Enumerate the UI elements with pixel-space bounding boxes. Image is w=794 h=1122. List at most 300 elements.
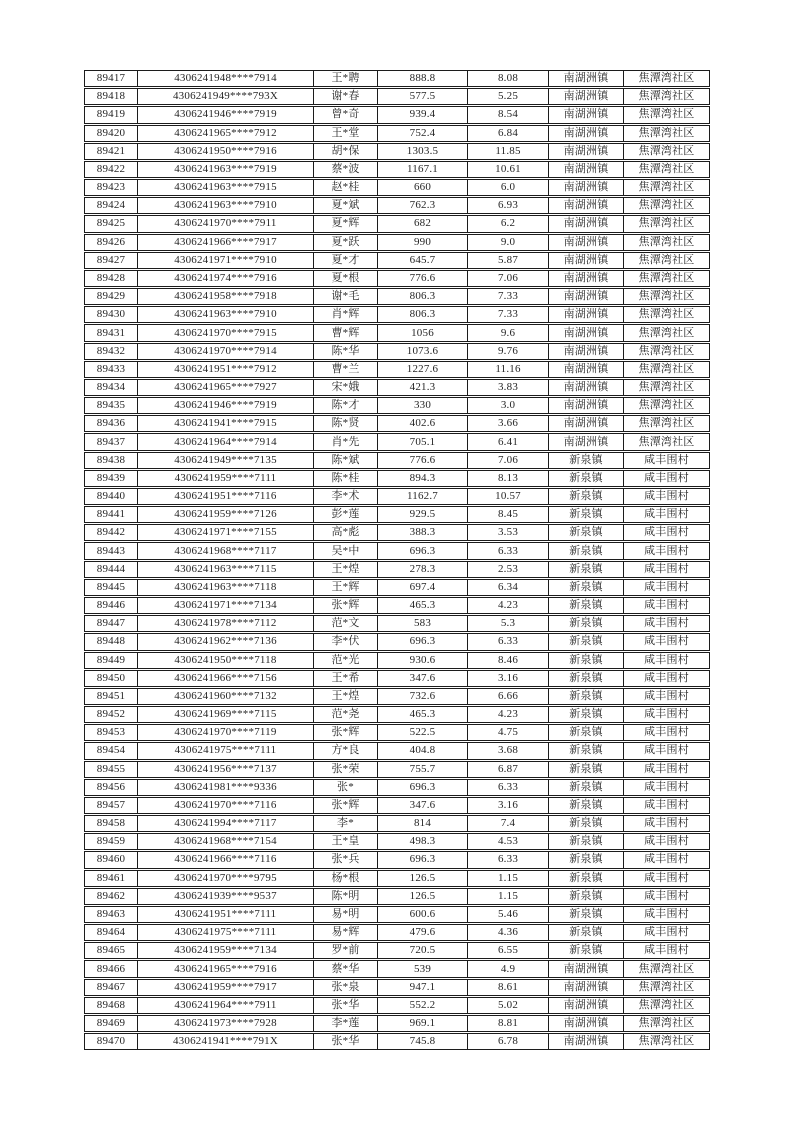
cell-serial-number: 89425 xyxy=(85,216,138,231)
cell-name: 谢*毛 xyxy=(314,289,378,304)
cell-amount: 682 xyxy=(378,216,468,231)
cell-amount: 479.6 xyxy=(378,925,468,940)
cell-rate: 6.84 xyxy=(468,126,549,141)
cell-amount: 696.3 xyxy=(378,634,468,649)
table-row xyxy=(84,615,710,632)
cell-serial-number: 89429 xyxy=(85,289,138,304)
cell-town: 新泉镇 xyxy=(549,871,624,886)
cell-village: 咸丰围村 xyxy=(644,726,689,739)
table-row xyxy=(84,542,710,559)
cell-name: 张*辉 xyxy=(314,725,378,740)
cell-village: 焦潭湾社区 xyxy=(638,290,695,303)
cell-id-number: 4306241959****7111 xyxy=(138,471,314,486)
table-row xyxy=(84,706,710,723)
cell-amount: 696.3 xyxy=(378,543,468,558)
cell-rate: 6.66 xyxy=(468,689,549,704)
cell-id-number: 4306241950****7916 xyxy=(138,144,314,159)
cell-town: 南湖洲镇 xyxy=(549,398,624,413)
cell-town: 新泉镇 xyxy=(549,525,624,540)
cell-id-number: 4306241966****7156 xyxy=(138,671,314,686)
cell-amount: 645.7 xyxy=(378,253,468,268)
cell-village: 咸丰围村 xyxy=(644,744,689,757)
table-row xyxy=(84,361,710,378)
cell-village: 咸丰围村 xyxy=(644,508,689,521)
cell-town: 南湖洲镇 xyxy=(549,144,624,159)
cell-serial-number: 89428 xyxy=(85,271,138,286)
cell-town: 新泉镇 xyxy=(549,889,624,904)
cell-rate: 5.46 xyxy=(468,907,549,922)
cell-id-number: 4306241970****7116 xyxy=(138,798,314,813)
cell-id-number: 4306241951****7912 xyxy=(138,362,314,377)
cell-rate: 4.53 xyxy=(468,834,549,849)
cell-amount: 732.6 xyxy=(378,689,468,704)
table-row xyxy=(84,433,710,450)
cell-name: 陈*明 xyxy=(314,889,378,904)
cell-village: 咸丰围村 xyxy=(644,671,689,684)
cell-name: 张*兵 xyxy=(314,852,378,867)
cell-rate: 3.66 xyxy=(468,416,549,431)
cell-id-number: 4306241963****7919 xyxy=(138,162,314,177)
cell-id-number: 4306241963****7115 xyxy=(138,562,314,577)
cell-id-number: 4306241970****9795 xyxy=(138,871,314,886)
cell-id-number: 4306241946****7919 xyxy=(138,398,314,413)
cell-id-number: 4306241968****7154 xyxy=(138,834,314,849)
cell-id-number: 4306241970****7915 xyxy=(138,325,314,340)
cell-serial-number: 89420 xyxy=(85,126,138,141)
table-row xyxy=(84,888,710,905)
cell-town: 南湖洲镇 xyxy=(549,998,624,1013)
cell-rate: 3.83 xyxy=(468,380,549,395)
cell-amount: 278.3 xyxy=(378,562,468,577)
cell-amount: 1227.6 xyxy=(378,362,468,377)
cell-serial-number: 89457 xyxy=(85,798,138,813)
cell-id-number: 4306241973****7928 xyxy=(138,1016,314,1031)
table-row xyxy=(84,1033,710,1050)
cell-town: 新泉镇 xyxy=(549,598,624,613)
cell-town: 南湖洲镇 xyxy=(549,434,624,449)
cell-serial-number: 89435 xyxy=(85,398,138,413)
cell-name: 易*明 xyxy=(314,907,378,922)
cell-rate: 3.53 xyxy=(468,525,549,540)
cell-amount: 347.6 xyxy=(378,671,468,686)
cell-village: 焦潭湾社区 xyxy=(638,308,695,321)
table-row xyxy=(84,106,710,123)
cell-town: 新泉镇 xyxy=(549,762,624,777)
cell-rate: 6.78 xyxy=(468,1034,549,1049)
cell-name: 李*莲 xyxy=(314,1016,378,1031)
cell-rate: 6.0 xyxy=(468,180,549,195)
cell-name: 曹*兰 xyxy=(314,362,378,377)
cell-name: 夏*跃 xyxy=(314,235,378,250)
cell-rate: 6.34 xyxy=(468,580,549,595)
cell-rate: 6.55 xyxy=(468,943,549,958)
cell-serial-number: 89444 xyxy=(85,562,138,577)
cell-amount: 990 xyxy=(378,235,468,250)
table-row xyxy=(84,906,710,923)
cell-town: 新泉镇 xyxy=(549,453,624,468)
cell-id-number: 4306241965****7912 xyxy=(138,126,314,141)
cell-amount: 1073.6 xyxy=(378,344,468,359)
cell-amount: 388.3 xyxy=(378,525,468,540)
cell-rate: 5.3 xyxy=(468,616,549,631)
cell-village: 咸丰围村 xyxy=(644,908,689,920)
table-row xyxy=(84,506,710,523)
cell-village: 咸丰围村 xyxy=(644,944,689,957)
cell-rate: 9.6 xyxy=(468,325,549,340)
cell-town: 南湖洲镇 xyxy=(549,1016,624,1031)
cell-town: 南湖洲镇 xyxy=(549,362,624,377)
cell-amount: 600.6 xyxy=(378,907,468,922)
cell-town: 新泉镇 xyxy=(549,943,624,958)
cell-town: 新泉镇 xyxy=(549,562,624,577)
cell-amount: 498.3 xyxy=(378,834,468,849)
cell-amount: 814 xyxy=(378,816,468,831)
table-row xyxy=(84,833,710,850)
cell-town: 南湖洲镇 xyxy=(549,89,624,104)
cell-amount: 577.5 xyxy=(378,89,468,104)
table-row xyxy=(84,924,710,941)
cell-serial-number: 89432 xyxy=(85,344,138,359)
table-row xyxy=(84,234,710,251)
cell-village: 焦潭湾社区 xyxy=(638,326,695,339)
cell-name: 张*华 xyxy=(314,1034,378,1049)
cell-amount: 888.8 xyxy=(378,71,468,86)
table-row xyxy=(84,851,710,868)
cell-village: 焦潭湾社区 xyxy=(638,181,695,194)
cell-serial-number: 89421 xyxy=(85,144,138,159)
cell-name: 范*文 xyxy=(314,616,378,631)
cell-town: 南湖洲镇 xyxy=(549,71,624,86)
table-row xyxy=(84,179,710,196)
cell-id-number: 4306241959****7917 xyxy=(138,980,314,995)
cell-amount: 126.5 xyxy=(378,871,468,886)
cell-name: 范*尧 xyxy=(314,707,378,722)
cell-serial-number: 89441 xyxy=(85,507,138,522)
cell-rate: 8.45 xyxy=(468,507,549,522)
cell-town: 南湖洲镇 xyxy=(549,289,624,304)
cell-rate: 11.16 xyxy=(468,362,549,377)
cell-town: 新泉镇 xyxy=(549,580,624,595)
cell-name: 张*荣 xyxy=(314,762,378,777)
cell-rate: 8.81 xyxy=(468,1016,549,1031)
cell-village: 焦潭湾社区 xyxy=(638,998,695,1011)
cell-rate: 4.9 xyxy=(468,961,549,976)
cell-town: 新泉镇 xyxy=(549,653,624,668)
cell-serial-number: 89470 xyxy=(85,1034,138,1049)
cell-rate: 6.87 xyxy=(468,762,549,777)
cell-rate: 7.33 xyxy=(468,289,549,304)
table-row xyxy=(84,415,710,432)
cell-name: 张* xyxy=(314,780,378,795)
cell-town: 新泉镇 xyxy=(549,798,624,813)
cell-id-number: 4306241970****7911 xyxy=(138,216,314,231)
cell-town: 南湖洲镇 xyxy=(549,107,624,122)
cell-name: 曾*奇 xyxy=(314,107,378,122)
cell-village: 焦潭湾社区 xyxy=(638,271,695,284)
cell-id-number: 4306241950****7118 xyxy=(138,653,314,668)
cell-amount: 539 xyxy=(378,961,468,976)
cell-serial-number: 89440 xyxy=(85,489,138,504)
cell-name: 李* xyxy=(314,816,378,831)
cell-serial-number: 89467 xyxy=(85,980,138,995)
cell-serial-number: 89452 xyxy=(85,707,138,722)
table-row xyxy=(84,70,710,87)
cell-amount: 583 xyxy=(378,616,468,631)
cell-rate: 7.06 xyxy=(468,453,549,468)
cell-town: 南湖洲镇 xyxy=(549,325,624,340)
cell-name: 陈*贤 xyxy=(314,416,378,431)
cell-name: 吴*中 xyxy=(314,543,378,558)
cell-amount: 696.3 xyxy=(378,780,468,795)
cell-village: 焦潭湾社区 xyxy=(638,126,695,139)
cell-rate: 5.02 xyxy=(468,998,549,1013)
cell-id-number: 4306241941****791X xyxy=(138,1034,314,1049)
cell-village: 焦潭湾社区 xyxy=(638,217,695,230)
cell-id-number: 4306241965****7927 xyxy=(138,380,314,395)
cell-rate: 11.85 xyxy=(468,144,549,159)
cell-serial-number: 89448 xyxy=(85,634,138,649)
cell-amount: 745.8 xyxy=(378,1034,468,1049)
table-row xyxy=(84,960,710,977)
cell-amount: 930.6 xyxy=(378,653,468,668)
cell-id-number: 4306241941****7915 xyxy=(138,416,314,431)
table-row xyxy=(84,1015,710,1032)
cell-serial-number: 89442 xyxy=(85,525,138,540)
cell-serial-number: 89453 xyxy=(85,725,138,740)
cell-id-number: 4306241949****7135 xyxy=(138,453,314,468)
cell-town: 新泉镇 xyxy=(549,816,624,831)
cell-town: 新泉镇 xyxy=(549,616,624,631)
table-row xyxy=(84,633,710,650)
cell-rate: 7.4 xyxy=(468,816,549,831)
cell-serial-number: 89418 xyxy=(85,89,138,104)
cell-serial-number: 89465 xyxy=(85,943,138,958)
cell-town: 新泉镇 xyxy=(549,907,624,922)
cell-village: 焦潭湾社区 xyxy=(638,253,695,266)
cell-name: 王*聘 xyxy=(314,71,378,86)
cell-rate: 3.16 xyxy=(468,671,549,686)
cell-town: 南湖洲镇 xyxy=(549,980,624,995)
cell-id-number: 4306241971****7910 xyxy=(138,253,314,268)
cell-id-number: 4306241978****7112 xyxy=(138,616,314,631)
cell-id-number: 4306241963****7910 xyxy=(138,198,314,213)
cell-serial-number: 89443 xyxy=(85,543,138,558)
cell-name: 王*堂 xyxy=(314,126,378,141)
cell-name: 张*辉 xyxy=(314,798,378,813)
cell-serial-number: 89464 xyxy=(85,925,138,940)
cell-id-number: 4306241956****7137 xyxy=(138,762,314,777)
cell-amount: 1303.5 xyxy=(378,144,468,159)
cell-name: 宋*娥 xyxy=(314,380,378,395)
table-row xyxy=(84,688,710,705)
cell-rate: 1.15 xyxy=(468,871,549,886)
table-row xyxy=(84,870,710,887)
cell-town: 新泉镇 xyxy=(549,780,624,795)
cell-serial-number: 89446 xyxy=(85,598,138,613)
cell-town: 新泉镇 xyxy=(549,707,624,722)
cell-amount: 705.1 xyxy=(378,434,468,449)
cell-rate: 3.0 xyxy=(468,398,549,413)
cell-id-number: 4306241966****7116 xyxy=(138,852,314,867)
cell-town: 新泉镇 xyxy=(549,489,624,504)
cell-village: 咸丰围村 xyxy=(644,617,689,630)
cell-serial-number: 89424 xyxy=(85,198,138,213)
cell-town: 南湖洲镇 xyxy=(549,307,624,322)
cell-amount: 1167.1 xyxy=(378,162,468,177)
cell-name: 夏*才 xyxy=(314,253,378,268)
cell-rate: 8.08 xyxy=(468,71,549,86)
cell-village: 咸丰围村 xyxy=(644,798,689,811)
cell-serial-number: 89433 xyxy=(85,362,138,377)
cell-amount: 696.3 xyxy=(378,852,468,867)
cell-rate: 9.0 xyxy=(468,235,549,250)
cell-town: 新泉镇 xyxy=(549,925,624,940)
cell-name: 陈*桂 xyxy=(314,471,378,486)
cell-village: 咸丰围村 xyxy=(644,453,689,466)
cell-town: 新泉镇 xyxy=(549,507,624,522)
cell-town: 南湖洲镇 xyxy=(549,271,624,286)
cell-rate: 7.06 xyxy=(468,271,549,286)
cell-serial-number: 89430 xyxy=(85,307,138,322)
table-row xyxy=(84,88,710,105)
cell-id-number: 4306241948****7914 xyxy=(138,71,314,86)
cell-amount: 402.6 xyxy=(378,416,468,431)
cell-name: 陈*才 xyxy=(314,398,378,413)
table-row xyxy=(84,343,710,360)
cell-rate: 5.25 xyxy=(468,89,549,104)
cell-serial-number: 89468 xyxy=(85,998,138,1013)
cell-serial-number: 89447 xyxy=(85,616,138,631)
cell-name: 肖*辉 xyxy=(314,307,378,322)
cell-name: 杨*根 xyxy=(314,871,378,886)
table-row xyxy=(84,742,710,759)
cell-rate: 6.33 xyxy=(468,634,549,649)
cell-rate: 2.53 xyxy=(468,562,549,577)
cell-id-number: 4306241951****7116 xyxy=(138,489,314,504)
cell-amount: 465.3 xyxy=(378,707,468,722)
cell-town: 南湖洲镇 xyxy=(549,416,624,431)
cell-name: 陈*华 xyxy=(314,344,378,359)
cell-town: 新泉镇 xyxy=(549,689,624,704)
cell-rate: 8.46 xyxy=(468,653,549,668)
cell-name: 李*术 xyxy=(314,489,378,504)
cell-amount: 947.1 xyxy=(378,980,468,995)
table-row xyxy=(84,997,710,1014)
cell-amount: 1056 xyxy=(378,325,468,340)
cell-village: 咸丰围村 xyxy=(644,889,689,902)
cell-id-number: 4306241966****7917 xyxy=(138,235,314,250)
cell-serial-number: 89460 xyxy=(85,852,138,867)
cell-town: 新泉镇 xyxy=(549,852,624,867)
cell-town: 南湖洲镇 xyxy=(549,344,624,359)
cell-id-number: 4306241969****7115 xyxy=(138,707,314,722)
cell-amount: 697.4 xyxy=(378,580,468,595)
table-row xyxy=(84,161,710,178)
cell-name: 王*希 xyxy=(314,671,378,686)
cell-amount: 465.3 xyxy=(378,598,468,613)
cell-name: 易*辉 xyxy=(314,925,378,940)
cell-village: 咸丰围村 xyxy=(644,635,689,648)
table-row xyxy=(84,143,710,160)
cell-id-number: 4306241971****7134 xyxy=(138,598,314,613)
cell-rate: 8.61 xyxy=(468,980,549,995)
cell-village: 焦潭湾社区 xyxy=(638,144,695,157)
cell-serial-number: 89451 xyxy=(85,689,138,704)
cell-village: 咸丰围村 xyxy=(644,526,689,539)
table-row xyxy=(84,397,710,414)
cell-rate: 6.41 xyxy=(468,434,549,449)
cell-name: 李*伏 xyxy=(314,634,378,649)
cell-village: 咸丰围村 xyxy=(644,490,689,503)
table-row xyxy=(84,252,710,269)
cell-id-number: 4306241962****7136 xyxy=(138,634,314,649)
cell-rate: 6.2 xyxy=(468,216,549,231)
table-row xyxy=(84,597,710,614)
cell-town: 南湖洲镇 xyxy=(549,162,624,177)
cell-amount: 552.2 xyxy=(378,998,468,1013)
cell-village: 焦潭湾社区 xyxy=(638,1017,695,1030)
cell-amount: 929.5 xyxy=(378,507,468,522)
beneficiary-table xyxy=(84,70,710,1051)
table-row xyxy=(84,942,710,959)
cell-village: 咸丰围村 xyxy=(644,835,689,848)
cell-id-number: 4306241963****7910 xyxy=(138,307,314,322)
cell-village: 咸丰围村 xyxy=(644,653,689,666)
cell-name: 肖*先 xyxy=(314,434,378,449)
table-row xyxy=(84,288,710,305)
cell-name: 方*良 xyxy=(314,743,378,758)
cell-village: 焦潭湾社区 xyxy=(638,235,695,248)
cell-amount: 939.4 xyxy=(378,107,468,122)
cell-rate: 3.16 xyxy=(468,798,549,813)
table-row xyxy=(84,452,710,469)
cell-amount: 660 xyxy=(378,180,468,195)
cell-amount: 755.7 xyxy=(378,762,468,777)
cell-village: 焦潭湾社区 xyxy=(638,108,695,121)
cell-amount: 522.5 xyxy=(378,725,468,740)
cell-name: 蔡*波 xyxy=(314,162,378,177)
cell-rate: 4.23 xyxy=(468,707,549,722)
cell-town: 南湖洲镇 xyxy=(549,216,624,231)
table-row xyxy=(84,652,710,669)
cell-rate: 4.75 xyxy=(468,725,549,740)
cell-name: 陈*斌 xyxy=(314,453,378,468)
cell-serial-number: 89423 xyxy=(85,180,138,195)
cell-town: 南湖洲镇 xyxy=(549,180,624,195)
cell-id-number: 4306241939****9537 xyxy=(138,889,314,904)
cell-rate: 7.33 xyxy=(468,307,549,322)
cell-village: 焦潭湾社区 xyxy=(638,962,695,975)
cell-serial-number: 89449 xyxy=(85,653,138,668)
cell-town: 新泉镇 xyxy=(549,471,624,486)
cell-village: 咸丰围村 xyxy=(644,544,689,557)
cell-town: 新泉镇 xyxy=(549,725,624,740)
cell-amount: 421.3 xyxy=(378,380,468,395)
cell-amount: 752.4 xyxy=(378,126,468,141)
table-row xyxy=(84,979,710,996)
cell-amount: 776.6 xyxy=(378,271,468,286)
cell-rate: 6.33 xyxy=(468,852,549,867)
cell-town: 南湖洲镇 xyxy=(549,198,624,213)
cell-rate: 6.93 xyxy=(468,198,549,213)
cell-rate: 9.76 xyxy=(468,344,549,359)
cell-name: 曹*辉 xyxy=(314,325,378,340)
cell-town: 新泉镇 xyxy=(549,834,624,849)
cell-name: 夏*辉 xyxy=(314,216,378,231)
cell-id-number: 4306241963****7915 xyxy=(138,180,314,195)
table-row xyxy=(84,306,710,323)
table-row xyxy=(84,579,710,596)
